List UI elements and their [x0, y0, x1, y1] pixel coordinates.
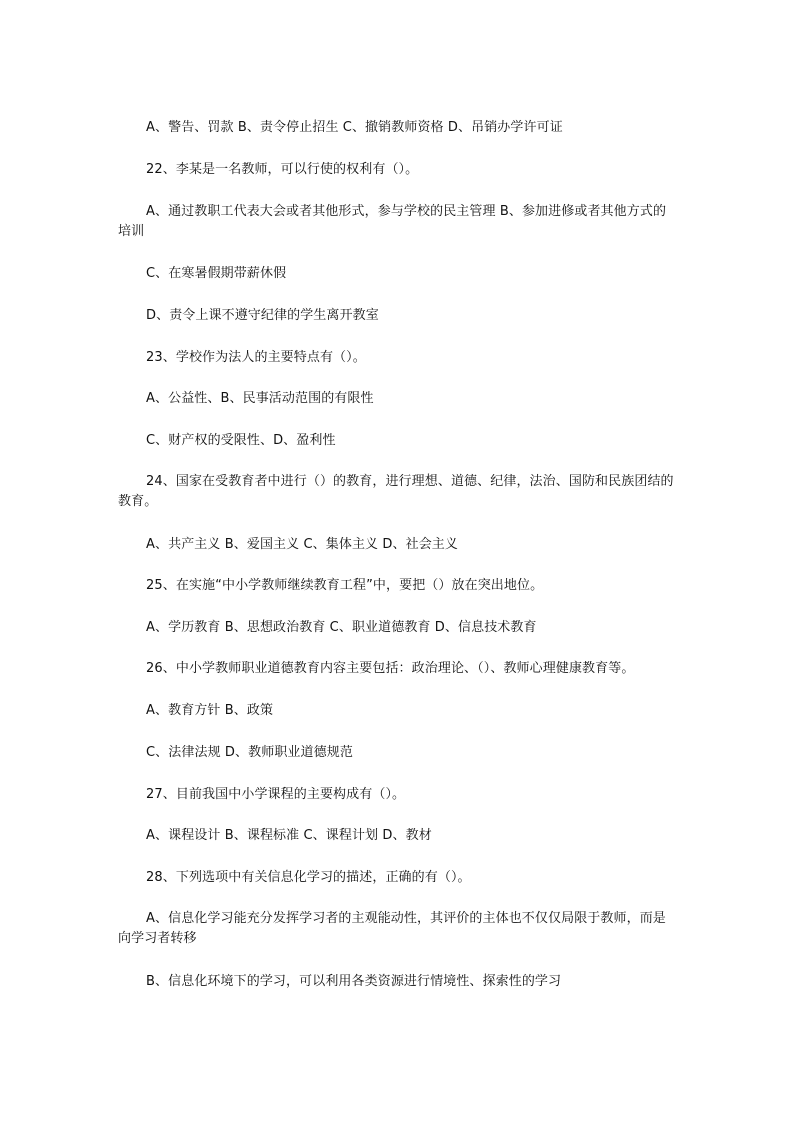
answer-options-q23-cd: C、财产权的受限性、D、盈利性 — [146, 433, 336, 448]
answer-option-q22-c: C、在寒暑假期带薪休假 — [146, 266, 287, 281]
question-22: 22、李某是一名教师，可以行使的权利有（）。 — [146, 162, 419, 177]
question-28: 28、下列选项中有关信息化学习的描述，正确的有（）。 — [146, 870, 471, 885]
answer-options-q26-cd: C、法律法规 D、教师职业道德规范 — [146, 745, 353, 760]
question-25: 25、在实施“中小学教师继续教育工程”中，要把（）放在突出地位。 — [146, 578, 544, 593]
answer-option-q22-d: D、责令上课不遵守纪律的学生离开教室 — [146, 308, 379, 323]
question-23: 23、学校作为法人的主要特点有（）。 — [146, 350, 366, 365]
answer-options-q27: A、课程设计 B、课程标准 C、课程计划 D、教材 — [146, 828, 432, 843]
answer-options-q23-ab: A、公益性、B、民事活动范围的有限性 — [146, 391, 374, 406]
answer-option-q22-ab: A、通过教职工代表大会或者其他形式，参与学校的民主管理 B、参加进修或者其他方式的培训 — [118, 204, 667, 239]
answer-option-q28-b: B、信息化环境下的学习，可以利用各类资源进行情境性、探索性的学习 — [146, 974, 562, 989]
answer-options-q24: A、共产主义 B、爱国主义 C、集体主义 D、社会主义 — [146, 537, 458, 552]
answer-options-q26-ab: A、教育方针 B、政策 — [146, 703, 274, 718]
answer-option-q28-a: A、信息化学习能充分发挥学习者的主观能动性，其评价的主体也不仅仅局限于教师，而是向学习者转移 — [118, 911, 666, 946]
question-24: 24、国家在受教育者中进行（）的教育，进行理想、道德、纪律，法治、国防和民族团结的教育。 — [118, 474, 674, 509]
answer-options-q21: A、警告、罚款 B、责令停止招生 C、撤销教师资格 D、吊销办学许可证 — [146, 120, 563, 135]
question-27: 27、目前我国中小学课程的主要构成有（）。 — [146, 787, 406, 802]
answer-options-q25: A、学历教育 B、思想政治教育 C、职业道德教育 D、信息技术教育 — [146, 620, 537, 635]
question-26: 26、中小学教师职业道德教育内容主要包括：政治理论、（）、教师心理健康教育等。 — [146, 661, 635, 676]
